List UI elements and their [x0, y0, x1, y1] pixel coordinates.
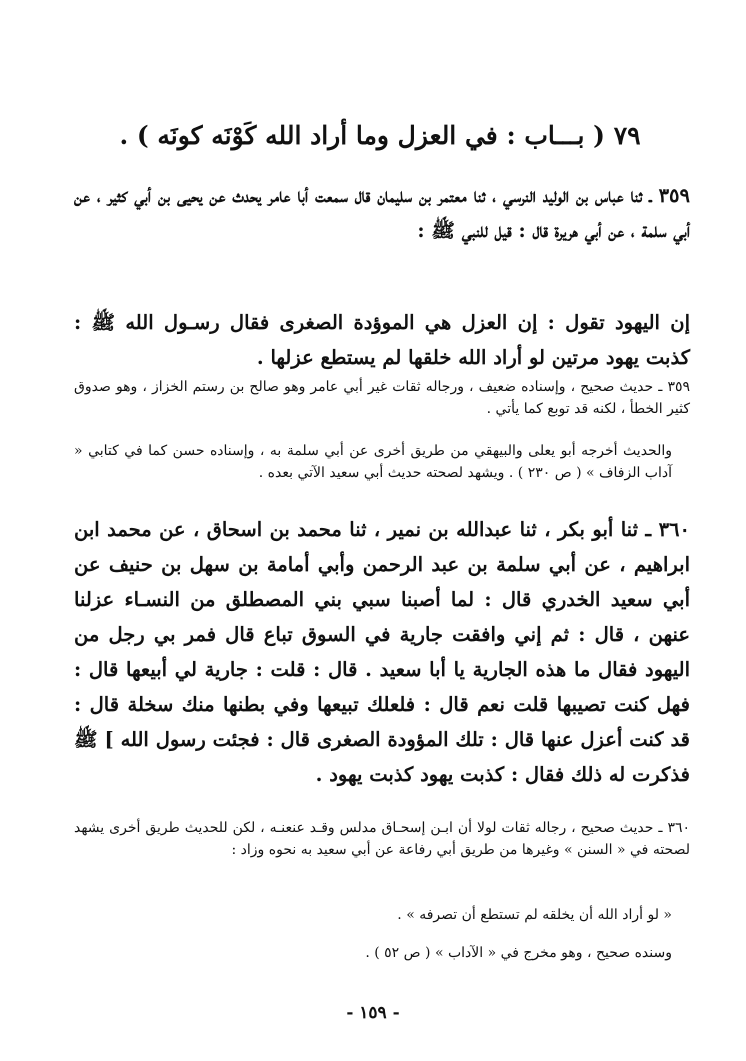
footnote-359-grading: ٣٥٩ ـ حديث صحيح ، وإسناده ضعيف ، ورجاله ثقات غير أبي عامر وهو صالح بن رستم الخزاز ، وهو صدوق كثير الخطأ ، لكنه قد توبع كما يأتي .: [74, 379, 690, 417]
hadith-359-matn: إن اليهود تقول : إن العزل هي الموؤدة الصغرى فقال رسـول الله ﷺ : كذبت يهود مرتين لو أراد الله خلقها لم يستطع عزلها .: [74, 311, 690, 369]
hadith-359-isnad: ٣٥٩ ـ ثنا عباس بن الوليد النرسي ، ثنا معتمر بن سليمان قال سمعت أبا عامر يحدث عن يحيى بن أبي كثير ، عن أبي سلمة ، عن أبي هريرة قال : قيل للنبي ﷺ :: [74, 184, 690, 242]
footnote-360-grading: ٣٦٠ ـ حديث صحيح ، رجاله ثقات لولا أن ابـن إسحـاق مدلس وقـد عنعنـه ، لكن للحديث طريق أخرى يشهد لصحته في « السنن » وغيرها من طريق أبي رفاعة عن أبي سعيد به نحوه وزاد :: [74, 820, 690, 858]
chapter-heading: ٧٩ ( بـــاب : في العزل وما أراد الله كَوْنَه كونَه ) .: [119, 121, 641, 150]
footnote-360-quote: « لو أراد الله أن يخلقه لم تستطع أن تصرفه » .: [397, 907, 672, 923]
footnote-359-takhrij: والحديث أخرجه أبو يعلى والبيهقي من طريق أخرى عن أبي سلمة به ، وإسناده حسن كما في كتابي « آداب الزفاف » ( ص ٢٣٠ ) . ويشهد لصحته حديث أبي سعيد الآتي بعده .: [74, 443, 672, 481]
footnote-360-conclusion: وسنده صحيح ، وهو مخرج في « الآداب » ( ص ٥٢ ) .: [365, 945, 672, 961]
hadith-360-text: ٣٦٠ ـ ثنا أبو بكر ، ثنا عبدالله بن نمير ، ثنا محمد بن اسحاق ، عن محمد ابن ابراهيم ، عن أبي سلمة بن عبد الرحمن وأبي أمامة بن سهل بن حنيف عن أبي سعيد الخدري قال : لما أصبنا سبي بني المصطلق من النسـاء عزلنا عنهن ، قال : ثم إني وافقت جارية في السوق تباع قال فمر بي رجل من اليهود فقال ما هذه الجارية يا أبا سعيد . قال : قلت : جارية لي أبيعها قال : فهل كنت تصيبها قلت نعم قال : فلعلك تبيعها وفي بطنها منك سخلة قال : قد كنت أعزل عنها قال : تلك المؤودة الصغرى قال : فجئت رسول الله ] ﷺ فذكرت له ذلك فقال : كذبت يهود كذبت يهود .: [74, 518, 690, 786]
page-number: - ١٥٩ -: [346, 1003, 400, 1023]
